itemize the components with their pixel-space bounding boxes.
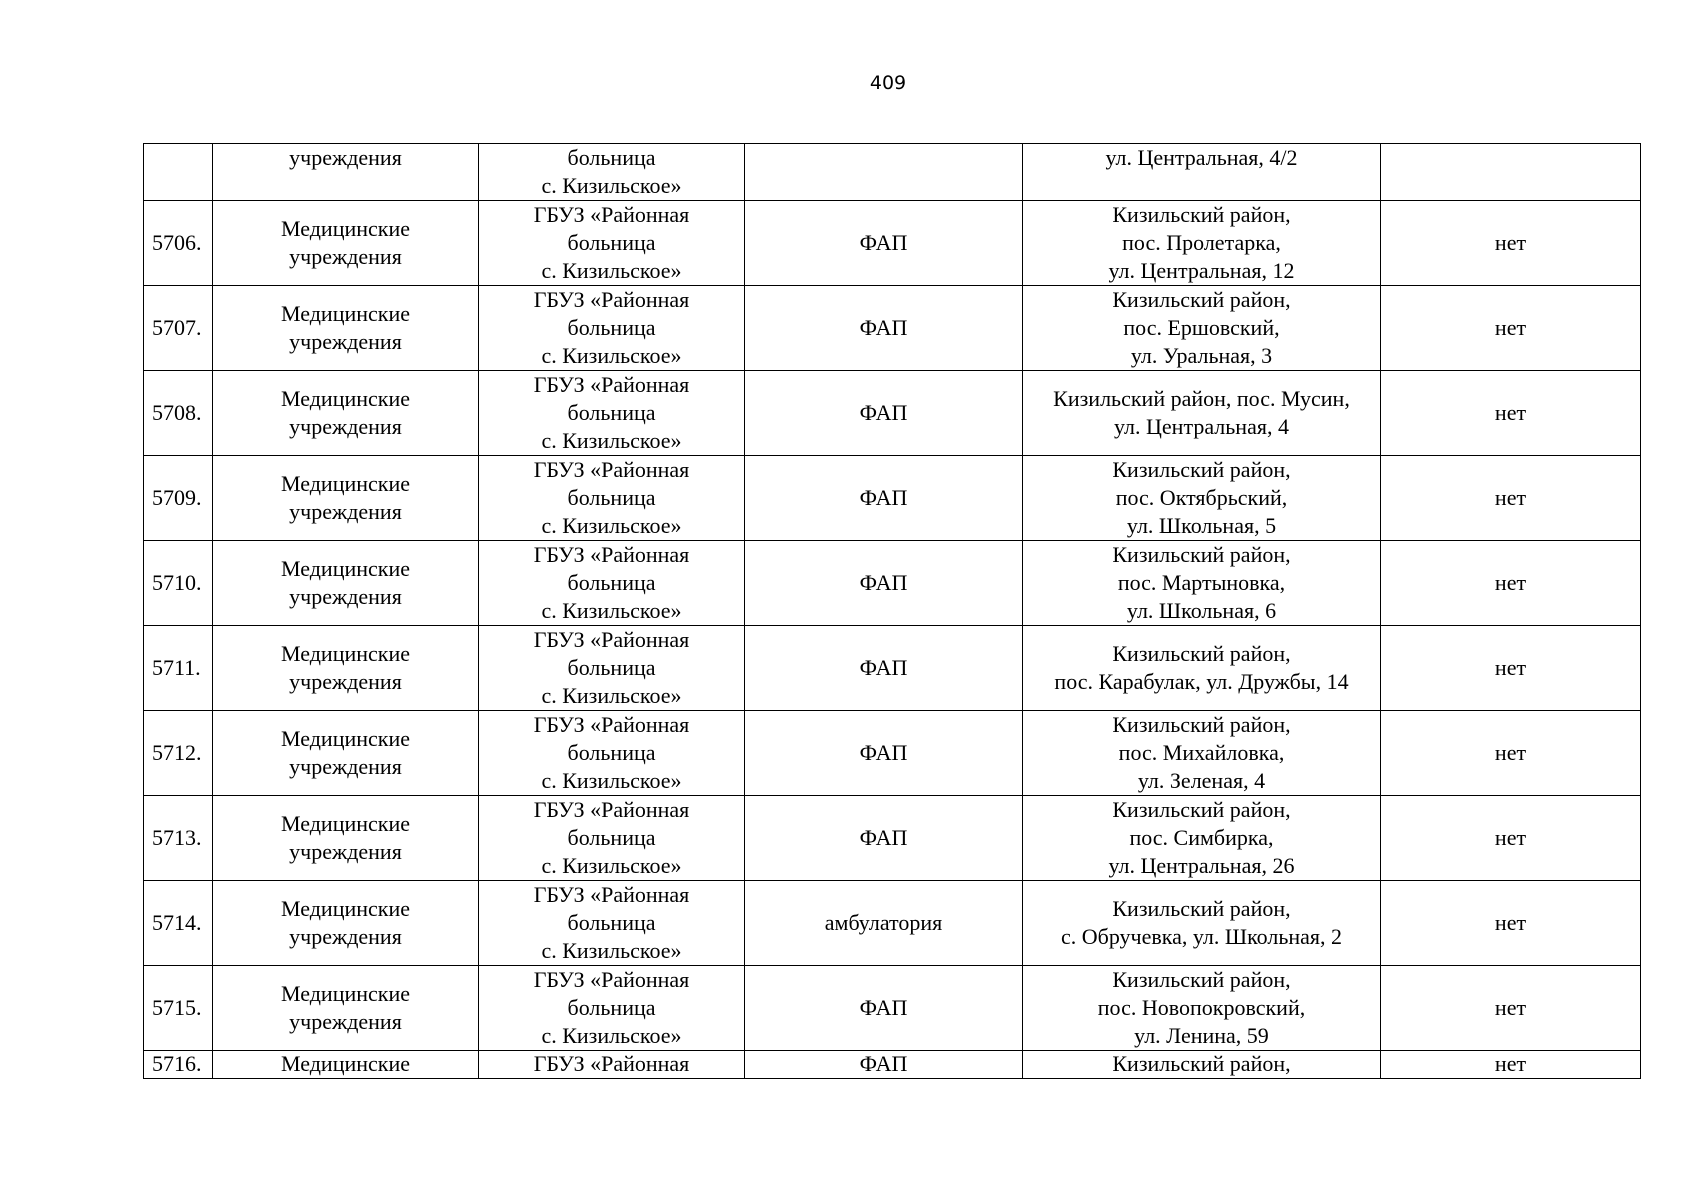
cell-facility-type: ФАП <box>745 286 1023 371</box>
cell-number: 5712. <box>144 711 213 796</box>
cell-category: Медицинские учреждения <box>213 456 479 541</box>
cell-facility-type: ФАП <box>745 966 1023 1051</box>
cell-category: Медицинские <box>213 1051 479 1079</box>
cell-number: 5709. <box>144 456 213 541</box>
cell-number: 5715. <box>144 966 213 1051</box>
cell-address: Кизильский район, пос. Октябрьский, ул. Школьная, 5 <box>1023 456 1381 541</box>
cell-address: Кизильский район, пос. Новопокровский, ул. Ленина, 59 <box>1023 966 1381 1051</box>
table-row <box>144 881 1641 966</box>
table-row <box>144 541 1641 626</box>
cell-number: 5708. <box>144 371 213 456</box>
cell-address: Кизильский район, пос. Ершовский, ул. Уральная, 3 <box>1023 286 1381 371</box>
cell-note: нет <box>1381 711 1641 796</box>
cell-facility-type: ФАП <box>745 201 1023 286</box>
cell-address: ул. Центральная, 4/2 <box>1023 144 1381 201</box>
table-row <box>144 796 1641 881</box>
table-row <box>144 286 1641 371</box>
cell-note: нет <box>1381 1051 1641 1079</box>
cell-facility-type: ФАП <box>745 456 1023 541</box>
table-row <box>144 1051 1641 1079</box>
cell-number: 5706. <box>144 201 213 286</box>
cell-address: Кизильский район, пос. Михайловка, ул. Зеленая, 4 <box>1023 711 1381 796</box>
cell-organization: ГБУЗ «Районная больница с. Кизильское» <box>479 881 745 966</box>
cell-organization: ГБУЗ «Районная больница с. Кизильское» <box>479 626 745 711</box>
cell-organization: ГБУЗ «Районная больница с. Кизильское» <box>479 456 745 541</box>
cell-number: 5711. <box>144 626 213 711</box>
cell-address: Кизильский район, пос. Карабулак, ул. Дружбы, 14 <box>1023 626 1381 711</box>
cell-category: Медицинские учреждения <box>213 796 479 881</box>
table-row <box>144 371 1641 456</box>
cell-note: нет <box>1381 626 1641 711</box>
cell-facility-type: ФАП <box>745 371 1023 456</box>
cell-facility-type: ФАП <box>745 541 1023 626</box>
table-row <box>144 456 1641 541</box>
cell-organization: ГБУЗ «Районная больница с. Кизильское» <box>479 541 745 626</box>
cell-category: учреждения <box>213 144 479 201</box>
cell-number: 5714. <box>144 881 213 966</box>
cell-category: Медицинские учреждения <box>213 201 479 286</box>
cell-organization: ГБУЗ «Районная больница с. Кизильское» <box>479 966 745 1051</box>
cell-note: нет <box>1381 881 1641 966</box>
cell-facility-type: ФАП <box>745 711 1023 796</box>
cell-category: Медицинские учреждения <box>213 966 479 1051</box>
cell-organization: больница с. Кизильское» <box>479 144 745 201</box>
table-row <box>144 711 1641 796</box>
cell-number <box>144 144 213 201</box>
cell-note: нет <box>1381 456 1641 541</box>
cell-address: Кизильский район, с. Обручевка, ул. Школьная, 2 <box>1023 881 1381 966</box>
cell-note: нет <box>1381 286 1641 371</box>
cell-note: нет <box>1381 201 1641 286</box>
cell-facility-type: амбулатория <box>745 881 1023 966</box>
cell-address: Кизильский район, пос. Мусин, ул. Центральная, 4 <box>1023 371 1381 456</box>
cell-category: Медицинские учреждения <box>213 541 479 626</box>
cell-note: нет <box>1381 966 1641 1051</box>
table-row <box>144 201 1641 286</box>
cell-organization: ГБУЗ «Районная больница с. Кизильское» <box>479 711 745 796</box>
cell-facility-type <box>745 144 1023 201</box>
cell-number: 5713. <box>144 796 213 881</box>
cell-address: Кизильский район, пос. Симбирка, ул. Центральная, 26 <box>1023 796 1381 881</box>
cell-organization: ГБУЗ «Районная больница с. Кизильское» <box>479 796 745 881</box>
cell-category: Медицинские учреждения <box>213 711 479 796</box>
registry-table-body <box>144 144 1641 1079</box>
cell-facility-type: ФАП <box>745 626 1023 711</box>
table-row <box>144 144 1641 201</box>
cell-address: Кизильский район, пос. Пролетарка, ул. Центральная, 12 <box>1023 201 1381 286</box>
cell-facility-type: ФАП <box>745 1051 1023 1079</box>
table-row <box>144 966 1641 1051</box>
cell-facility-type: ФАП <box>745 796 1023 881</box>
cell-category: Медицинские учреждения <box>213 626 479 711</box>
table-row <box>144 626 1641 711</box>
cell-note: нет <box>1381 371 1641 456</box>
registry-table <box>143 143 1641 1079</box>
cell-note: нет <box>1381 541 1641 626</box>
cell-address: Кизильский район, <box>1023 1051 1381 1079</box>
page-number: 409 <box>869 72 907 94</box>
cell-note <box>1381 144 1641 201</box>
cell-organization: ГБУЗ «Районная <box>479 1051 745 1079</box>
cell-organization: ГБУЗ «Районная больница с. Кизильское» <box>479 201 745 286</box>
cell-category: Медицинские учреждения <box>213 881 479 966</box>
cell-note: нет <box>1381 796 1641 881</box>
cell-number: 5716. <box>144 1051 213 1079</box>
cell-organization: ГБУЗ «Районная больница с. Кизильское» <box>479 286 745 371</box>
cell-organization: ГБУЗ «Районная больница с. Кизильское» <box>479 371 745 456</box>
cell-category: Медицинские учреждения <box>213 286 479 371</box>
cell-address: Кизильский район, пос. Мартыновка, ул. Школьная, 6 <box>1023 541 1381 626</box>
cell-number: 5710. <box>144 541 213 626</box>
cell-category: Медицинские учреждения <box>213 371 479 456</box>
cell-number: 5707. <box>144 286 213 371</box>
